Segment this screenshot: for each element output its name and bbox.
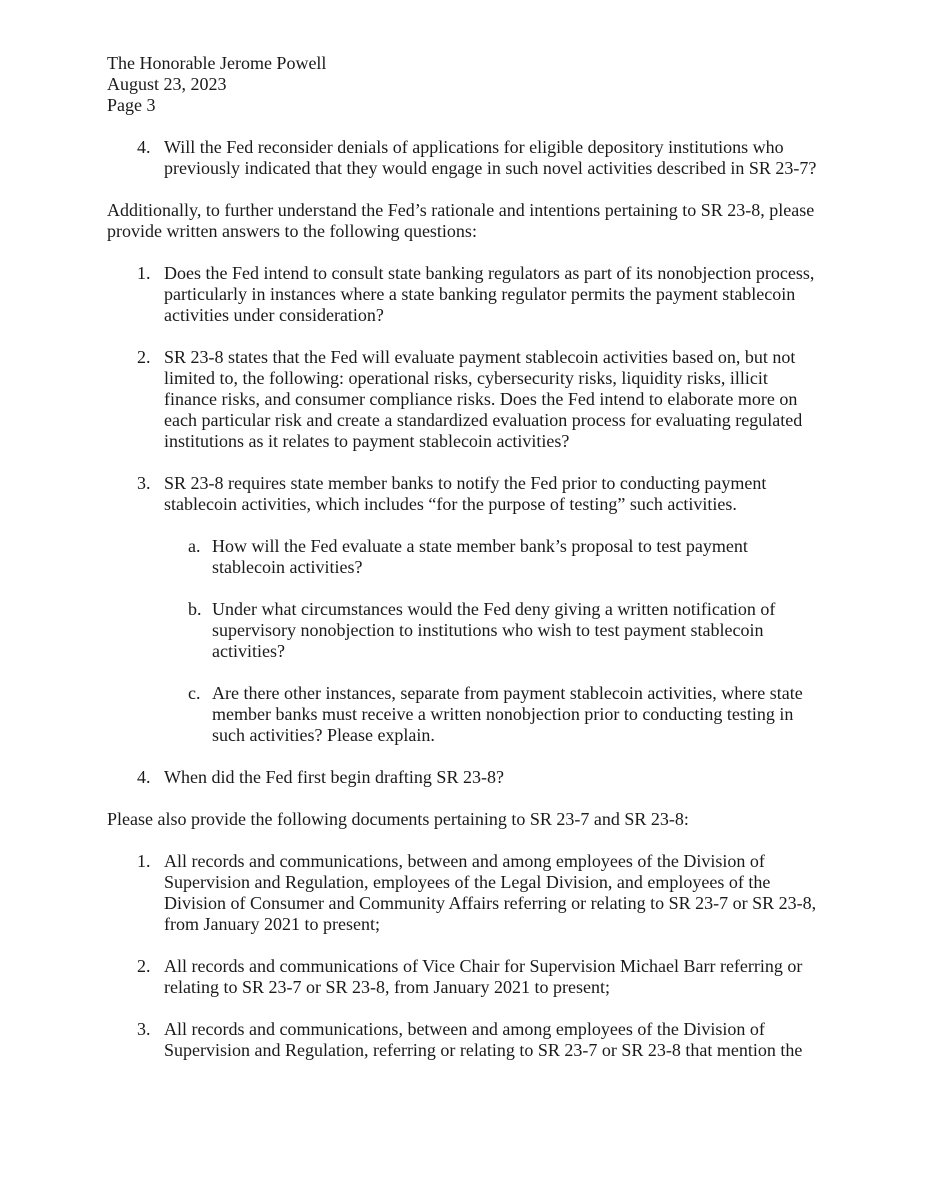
item-number: 4. <box>137 137 151 157</box>
item-text: SR 23-8 requires state member banks to notify the Fed prior to conducting payment stablecoin activities, which includes “for the purpose of testing” such activities. <box>164 473 767 514</box>
document-item-2 <box>107 956 822 998</box>
item-number: 4. <box>137 767 151 787</box>
item-text: When did the Fed first begin drafting SR 23-8? <box>164 767 504 787</box>
documents-request-paragraph: Please also provide the following documents pertaining to SR 23-7 and SR 23-8: <box>107 809 689 829</box>
item-number: 2. <box>137 956 151 976</box>
question-item-1 <box>107 263 822 326</box>
question-3-subitem-a <box>107 536 822 578</box>
letter-header <box>107 53 822 116</box>
subitem-letter: b. <box>188 599 202 619</box>
item-number: 1. <box>137 851 151 871</box>
document-item-1 <box>107 851 822 935</box>
question-item-3 <box>107 473 822 515</box>
subitem-text: Are there other instances, separate from payment stablecoin activities, where state member banks must receive a written nonobjection prior to conducting testing in such activities? Please explain. <box>212 683 803 745</box>
subitem-text: How will the Fed evaluate a state member bank’s proposal to test payment stablecoin activities? <box>212 536 748 577</box>
item-number: 2. <box>137 347 151 367</box>
question-3-subitem-b <box>107 599 822 662</box>
item-text: All records and communications of Vice Chair for Supervision Michael Barr referring or relating to SR 23-7 or SR 23-8, from January 2021 to present; <box>164 956 803 997</box>
item-number: 1. <box>137 263 151 283</box>
document-item-3 <box>107 1019 822 1061</box>
carryover-question-list <box>107 137 822 179</box>
item-text: Will the Fed reconsider denials of applications for eligible depository institutions who previously indicated that they would engage in such novel activities described in SR 23-7? <box>164 137 817 178</box>
subitem-text: Under what circumstances would the Fed deny giving a written notification of supervisory nonobjection to institutions who wish to test payment stablecoin activities? <box>212 599 776 661</box>
item-number: 3. <box>137 1019 151 1039</box>
letter-date: August 23, 2023 <box>107 74 227 94</box>
questions-list <box>107 263 822 788</box>
question-item-2 <box>107 347 822 452</box>
intro-paragraph: Additionally, to further understand the Fed’s rationale and intentions pertaining to SR 23-8, please provide written answers to the following questions: <box>107 200 815 241</box>
carryover-question-item <box>107 137 822 179</box>
subitem-letter: c. <box>188 683 201 703</box>
page-number-label: Page 3 <box>107 95 156 115</box>
item-text: All records and communications, between and among employees of the Division of Supervision and Regulation, employees of the Legal Division, and employees of the Division of Consumer and Community Affairs referring or relating to SR 23-7 or SR 23-8, from January 2021 to present; <box>164 851 817 934</box>
item-text: Does the Fed intend to consult state banking regulators as part of its nonobjection process, particularly in instances where a state banking regulator permits the payment stablecoin activities under consideration? <box>164 263 815 325</box>
item-text: SR 23-8 states that the Fed will evaluate payment stablecoin activities based on, but not limited to, the following: operational risks, cybersecurity risks, liquidity risks, illicit finance risks, and consumer compliance risks. Does the Fed intend to elaborate more on each particular risk and create a standardized evaluation process for evaluating regulated institutions as it relates to payment stablecoin activities? <box>164 347 803 451</box>
documents-list <box>107 851 822 1061</box>
subitem-letter: a. <box>188 536 201 556</box>
question-3-subitem-c <box>107 683 822 746</box>
item-text: All records and communications, between and among employees of the Division of Supervision and Regulation, referring or relating to SR 23-7 or SR 23-8 that mention the <box>164 1019 803 1060</box>
item-number: 3. <box>137 473 151 493</box>
recipient-name: The Honorable Jerome Powell <box>107 53 327 73</box>
question-item-4 <box>107 767 822 788</box>
